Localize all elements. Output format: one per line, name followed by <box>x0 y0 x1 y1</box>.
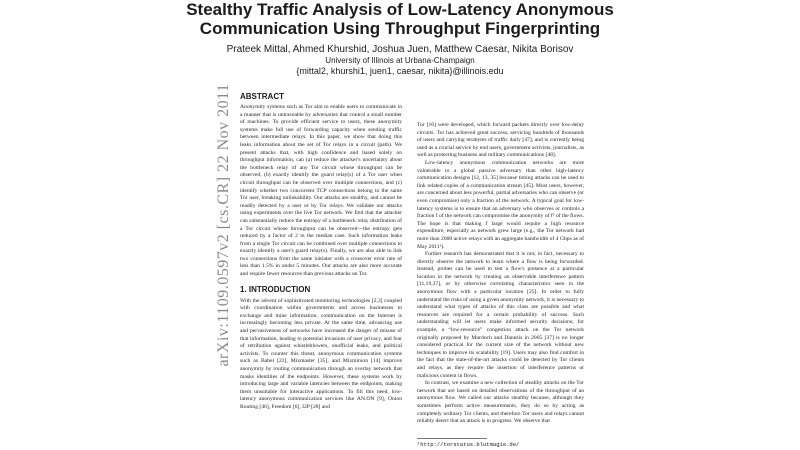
paper-title-line1: Stealthy Traffic Analysis of Low-Latency Anonymous <box>186 0 614 19</box>
right-paragraph-1: Tor [16] were developed, which forward packets directly over low-delay circuits. Tor has achieved great success, servicing hundreds of thousands of users and carrying terabytes of traffic daily [47], and is currently being used as a crucial service by end users, government activists, journalists, as well as protecting business and military communications [48]. <box>417 122 584 159</box>
introduction-paragraph: With the advent of sophisticated monitoring technologies [2,3] coupled with coordination within governments and across businesses to exchange and mine information, communication on the Internet is increasingly becoming less private. At the same time, advancing use and pervasiveness of networks have increased the danger of misuse of that information, leading to potential invasions of user privacy, and fear of retribution against whistleblowers, unofficial leaks, and political activists. To counter this threat, anonymous communication systems such as Babel [22], Mixmaster [35], and Mixminion [14] improve anonymity by routing communication through an overlay network that masks identities of the endpoints. However, these systems work by introducing large and variable latencies between the endpoints, making them unsuitable for interactive applications. To fill this need, low-latency anonymous communication services like AN.ON [9], Onion Routing [46], Freedom [6], I2P [28] and <box>240 297 402 410</box>
author-emails: {mittal2, khurshi1, juen1, caesar, nikita}@illinois.edu <box>296 66 504 76</box>
right-column <box>417 122 584 450</box>
footnote-divider <box>417 438 487 439</box>
abstract-heading: ABSTRACT <box>240 92 284 101</box>
left-column <box>240 92 402 450</box>
author-list: Prateek Mittal, Ahmed Khurshid, Joshua Juen, Matthew Caesar, Nikita Borisov <box>226 44 574 55</box>
affiliation: University of Illinois at Urbana-Champaign <box>325 56 475 65</box>
arxiv-stamp: arXiv:1109.0597v2 [cs.CR] 22 Nov 2011 <box>215 83 232 367</box>
right-paragraph-3: Further research has demonstrated that it is not, in fact, necessary to directly observe the network to learn where a flow is being forwarded. Instead, probes can be used to test a flow's presence at a particular location in the network by creating an observable interference pattern [11,19,37], or by otherwise correlating characteristics seen in the anonymous flow with a particular location [25]. In order to fully understand the risks of using a given anonymity network, it is necessary to understand what types of attacks of this class are possible and what resources are required for a certain probability of success. Such understanding will let users make informed security decisions; for example, a “low-resource” congestion attack on the Tor network originally proposed by Murdoch and Danezis in 2005 [37] is no longer considered practical for the current size of the network without new techniques to improve its scalability [19]. Users may also find comfort in the fact that the state-of-the-art attacks could be detected by Tor clients and relays, as they require the insertion of interference patterns or malicious content in flows. <box>417 251 584 379</box>
footnote-url: ¹http://torstatus.blutmagie.de/ <box>417 441 520 448</box>
abstract-text: Anonymity systems such as Tor aim to enable users to communicate in a manner that is untraceable by adversaries that control a small number of machines. To provide efficient service to users, these anonymity systems make full use of forwarding capacity when sending traffic between intermediate relays. In this paper, we show that doing this leaks information about the set of Tor relays in a circuit (path). We present attacks that, with high confidence and based solely on throughput information, can (a) reduce the attacker's uncertainty about the bottleneck relay of any Tor circuit whose throughput can be observed, (b) exactly identify the guard relay(s) of a Tor user when circuit throughput can be observed over multiple connections, and (c) identify whether two concurrent TCP connections belong to the same Tor user, breaking unlinkability. Our attacks are stealthy, and cannot be readily detected by a user or by Tor relays. We validate our attacks using experiments over the live Tor network. We find that the attacker can substantially reduce the entropy of a bottleneck relay distribution of a Tor circuit whose throughput can be observed—the entropy gets reduced by a factor of 2 in the median case. Such information leaks from a single Tor circuit can be combined over multiple connections to exactly identify a user's guard relay(s). Finally, we are also able to link two connections from the same initiator with a crossover error rate of less than 1.5% in under 5 minutes. Our attacks are also more accurate and require fewer resources than previous attacks on Tor. <box>240 104 402 278</box>
right-paragraph-2: Low-latency anonymous communication networks are more vulnerable to a global passive adversary than other high-latency communication designs [12, 13, 35] because timing attacks can be used to link related copies of a communication stream [45]. Most users, however, are concerned about less powerful, partial adversaries who can observe (or even compromise) only a fraction of the network. A typical goal for low-latency systems is to ensure that an adversary who observes or controls a fraction f of the network can compromise the anonymity of f² of the flows. The hope is that making f large would require a high resource expenditure, especially as network grew large (e.g., the Tor network had more than 2000 active relays with an aggregate bandwidth of 4 Gbps as of May 2011¹). <box>417 159 584 250</box>
introduction-heading: 1. INTRODUCTION <box>240 284 311 294</box>
right-paragraph-4: In contrast, we examine a new collection of stealthy attacks on the Tor network that are based on detailed observations of the throughput of an anonymous flow. We called our attacks stealthy because, although they sometimes perform active measurements, they do so by acting as completely ordinary Tor clients, and therefore Tor users and relays cannot reliably detect that an attack is in progress. We observe that <box>417 380 584 425</box>
paper-title-line2: Communication Using Throughput Fingerprinting <box>199 19 601 38</box>
